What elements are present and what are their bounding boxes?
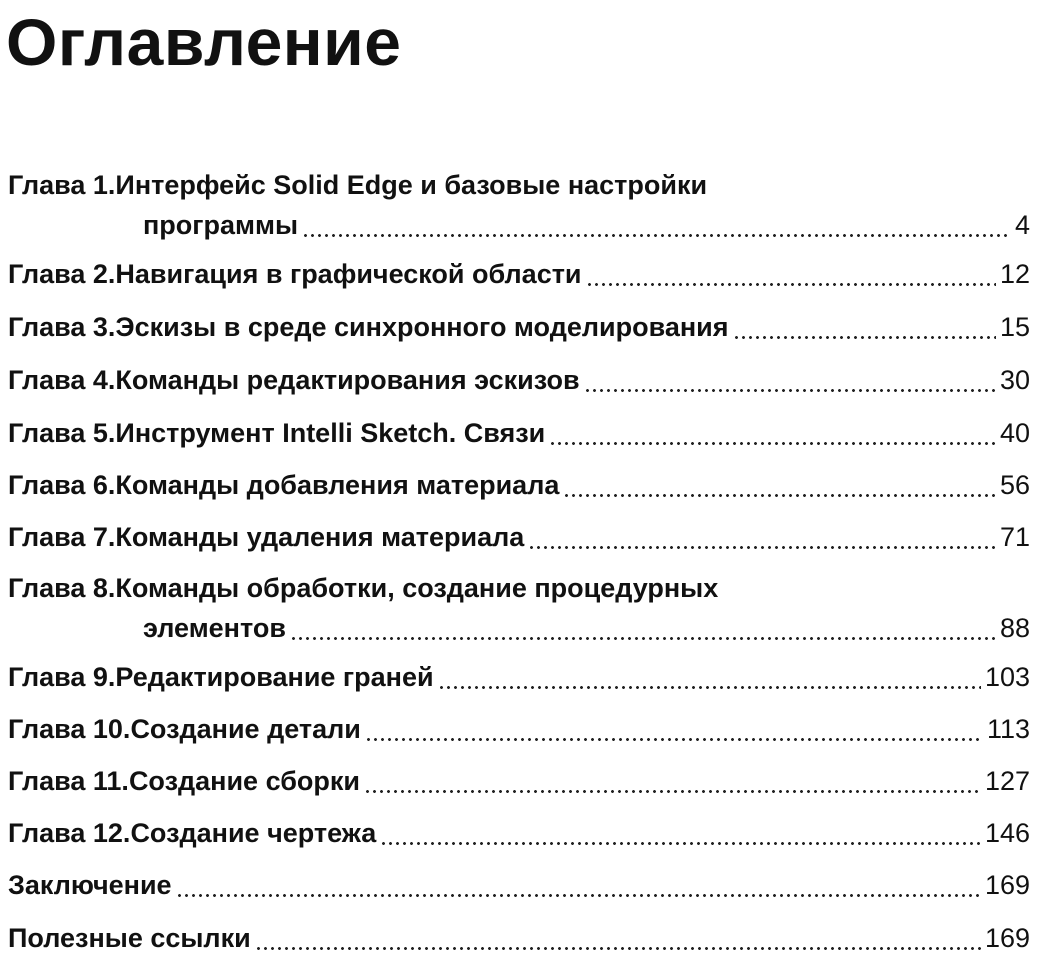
page-title: Оглавление: [6, 5, 402, 79]
dot-leader: [365, 713, 983, 745]
toc-entry-page: 88: [999, 613, 1030, 643]
dot-leader: [549, 417, 996, 449]
toc-entry-prefix: Глава 5.: [8, 418, 116, 448]
dot-leader: [364, 765, 981, 797]
toc-entry-chapter-9[interactable]: [8, 661, 1030, 693]
toc-entry-title: Эскизы в среде синхронного моделирования: [115, 312, 729, 342]
toc-entry-prefix: Глава 7.: [8, 522, 116, 552]
toc-entry-page: 12: [999, 259, 1030, 289]
toc-entry-chapter-12[interactable]: [8, 817, 1030, 849]
toc-entry-chapter-3[interactable]: [8, 311, 1030, 343]
toc-entry-title: Создание чертежа: [130, 818, 377, 848]
toc-entry-chapter-11[interactable]: [8, 765, 1030, 797]
toc-entry-page: 127: [984, 766, 1030, 796]
toc-entry-prefix: Глава 6.: [8, 470, 116, 500]
toc-entry-page: 169: [984, 870, 1030, 900]
dot-leader: [733, 311, 996, 343]
toc-entry-chapter-5[interactable]: [8, 417, 1030, 449]
toc-entry-prefix: Глава 2.: [8, 259, 116, 289]
toc-entry-prefix: Глава 9.: [8, 662, 116, 692]
toc-entry-page: 169: [984, 923, 1030, 953]
toc-entry-chapter-8[interactable]: [8, 572, 1030, 644]
toc-entry-chapter-6[interactable]: [8, 469, 1030, 501]
toc-entry-prefix: Глава 3.: [8, 312, 116, 342]
toc-entry-prefix: Глава 8.: [8, 573, 116, 603]
toc-entry-title: Редактирование граней: [115, 662, 434, 692]
dot-leader: [255, 922, 981, 954]
dot-leader: [438, 661, 981, 693]
toc-entry-title: Создание детали: [130, 714, 361, 744]
toc-entry-page: 30: [999, 365, 1030, 395]
toc-entry-chapter-1[interactable]: [8, 169, 1030, 241]
toc-entry-useful-links[interactable]: [8, 922, 1030, 954]
toc-entry-title: Команды добавления материала: [115, 470, 560, 500]
toc-entry-title: Навигация в графической области: [115, 259, 582, 289]
dot-leader: [176, 869, 981, 901]
toc-entry-title: Полезные ссылки: [8, 923, 251, 953]
toc-entry-title-continued: элементов: [143, 613, 286, 643]
toc-entry-conclusion[interactable]: [8, 869, 1030, 901]
dot-leader: [380, 817, 981, 849]
toc-entry-prefix: Глава 11.: [8, 766, 129, 796]
toc-entry-chapter-4[interactable]: [8, 364, 1030, 396]
toc-entry-chapter-10[interactable]: [8, 713, 1030, 745]
toc-entry-title: Команды удаления материала: [115, 522, 525, 552]
toc-entry-title: Интерфейс Solid Edge и базовые настройки: [115, 170, 708, 200]
toc-entry-title: Команды обработки, создание процедурных: [115, 573, 719, 603]
toc-entry-chapter-7[interactable]: [8, 521, 1030, 553]
toc-entry-page: 103: [984, 662, 1030, 692]
toc-entry-page: 146: [984, 818, 1030, 848]
toc-entry-page: 56: [999, 470, 1030, 500]
toc-entry-prefix: Глава 10.: [8, 714, 131, 744]
toc-entry-page: 15: [999, 312, 1030, 342]
toc-entry-title: Инструмент Intelli Sketch. Связи: [115, 418, 546, 448]
dot-leader: [302, 209, 1011, 241]
toc-entry-page: 4: [1014, 210, 1030, 240]
toc-entry-page: 71: [999, 522, 1030, 552]
toc-entry-title-continued: программы: [143, 210, 299, 240]
toc-entry-title: Заключение: [8, 870, 172, 900]
toc-entry-page: 113: [986, 714, 1030, 744]
dot-leader: [584, 364, 996, 396]
dot-leader: [528, 521, 996, 553]
toc-entry-title: Создание сборки: [128, 766, 361, 796]
dot-leader: [290, 612, 996, 644]
toc-entry-prefix: Глава 4.: [8, 365, 116, 395]
dot-leader: [586, 258, 996, 290]
toc-entry-page: 40: [999, 418, 1030, 448]
toc-entry-title: Команды редактирования эскизов: [115, 365, 580, 395]
toc-entry-prefix: Глава 1.: [8, 170, 116, 200]
dot-leader: [563, 469, 996, 501]
toc-entry-chapter-2[interactable]: [8, 258, 1030, 290]
toc-entry-prefix: Глава 12.: [8, 818, 131, 848]
